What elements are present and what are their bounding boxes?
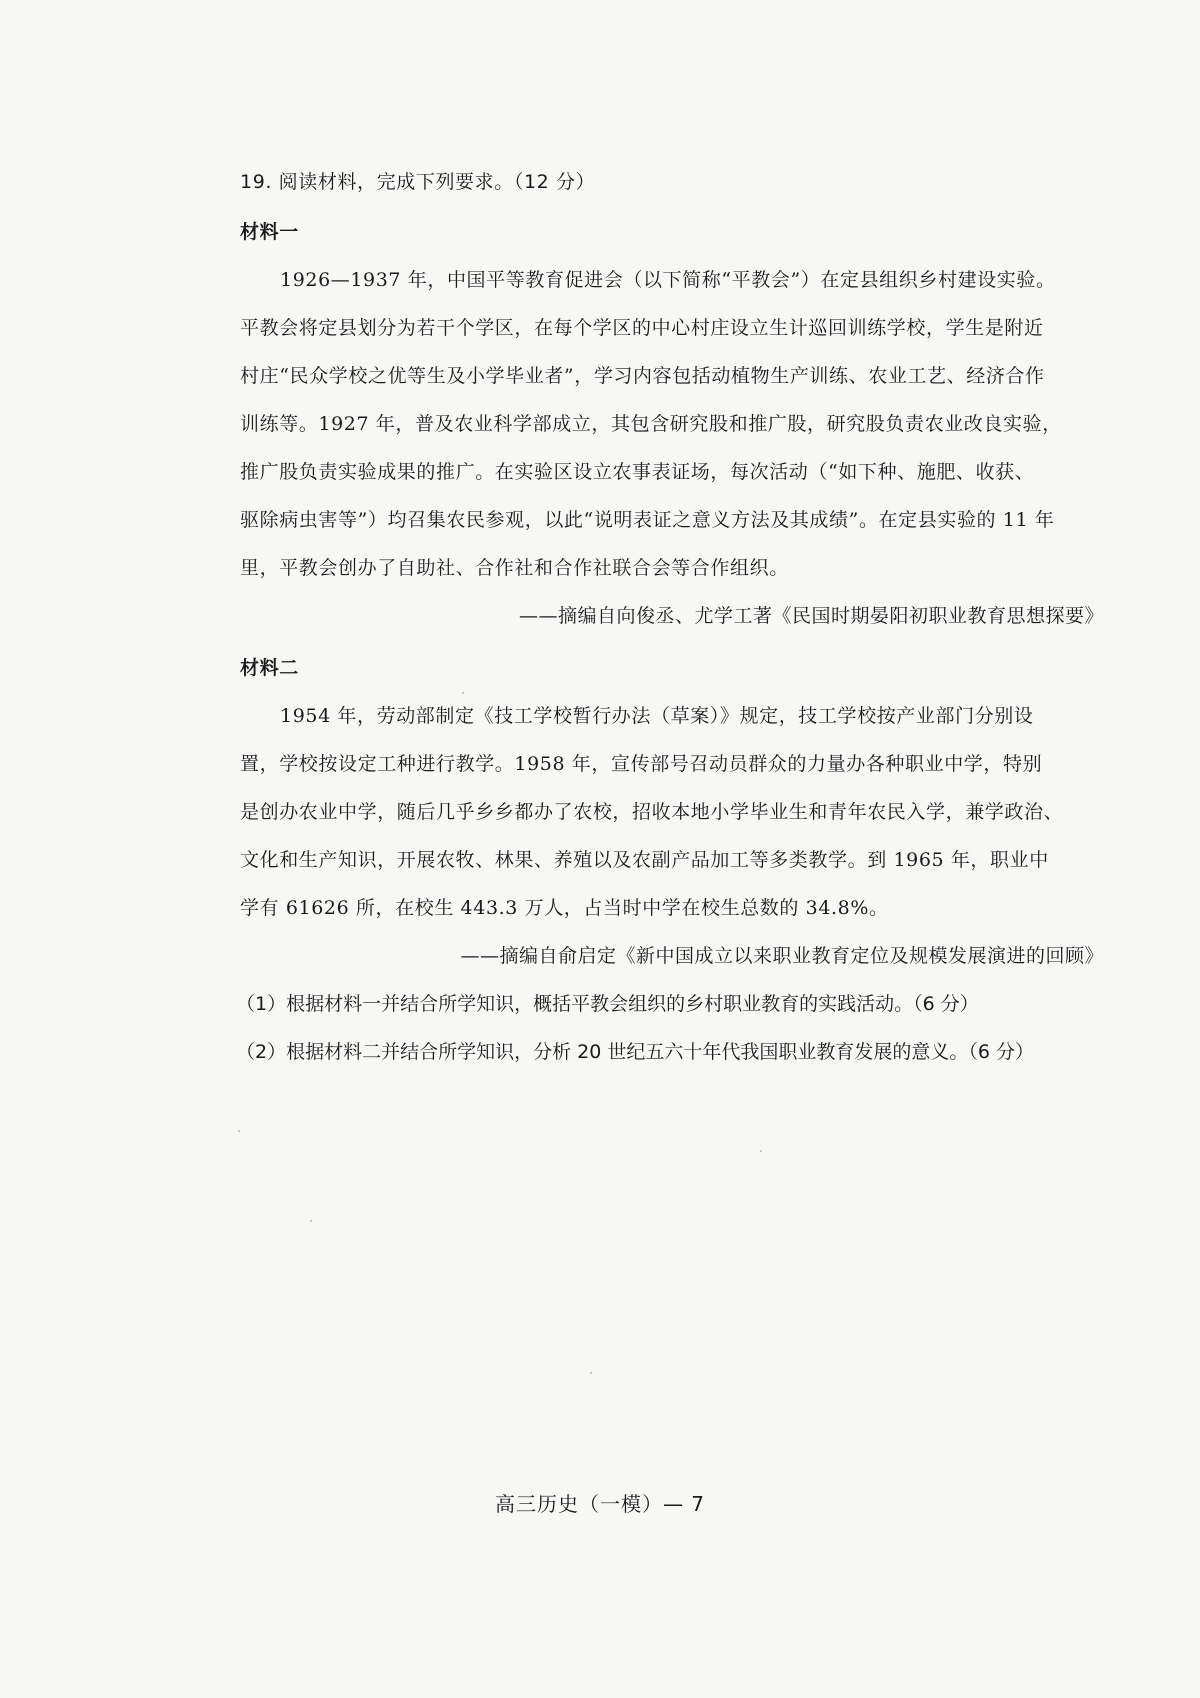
page-footer: 高三历史（一模）— 7 xyxy=(494,1492,706,1516)
material-1-line: 驱除病虫害等”）均召集农民参观，以此“说明表证之意义方法及其成绩”。在定县实验的 11 年 xyxy=(240,509,1055,531)
material-2-line: 置，学校按设定工种进行教学。1958 年，宣传部号召动员群众的力量办各种职业中学，特别 xyxy=(240,753,1043,775)
subquestion-1: （1）根据材料一并结合所学知识，概括平教会组织的乡村职业教育的实践活动。（6 分） xyxy=(236,993,979,1015)
material-2-line: 是创办农业中学，随后几乎乡乡都办了农校，招收本地小学毕业生和青年农民入学，兼学政治、 xyxy=(240,801,1064,823)
material-1-line: 推广股负责实验成果的推广。在实验区设立农事表证场，每次活动（“如下种、施肥、收获、 xyxy=(240,461,1035,483)
material-1-line: 平教会将定县划分为若干个学区，在每个学区的中心村庄设立生计巡回训练学校，学生是附近 xyxy=(240,317,1044,339)
scan-speck xyxy=(238,1130,240,1132)
material-2-line: 1954 年，劳动部制定《技工学校暂行办法（草案）》规定，技工学校按产业部门分别设 xyxy=(280,705,1034,727)
scan-speck xyxy=(760,1150,762,1152)
subquestion-2: （2）根据材料二并结合所学知识，分析 20 世纪五六十年代我国职业教育发展的意义。（6 分） xyxy=(236,1041,1034,1063)
material-2-line: 文化和生产知识，开展农牧、林果、养殖以及农副产品加工等多类教学。到 1965 年，职业中 xyxy=(240,849,1049,871)
material-2-source: ——摘编自俞启定《新中国成立以来职业教育定位及规模发展演进的回顾》 xyxy=(460,945,1104,967)
scan-speck xyxy=(590,1372,592,1374)
material-1-heading: 材料一 xyxy=(240,221,299,243)
question-title: 19. 阅读材料，完成下列要求。（12 分） xyxy=(240,171,596,193)
material-2-heading: 材料二 xyxy=(240,657,299,679)
scan-speck xyxy=(462,692,464,694)
material-1-line: 训练等。1927 年，普及农业科学部成立，其包含研究股和推广股，研究股负责农业改良实验， xyxy=(240,413,1062,435)
material-1-line: 1926—1937 年，中国平等教育促进会（以下简称“平教会”）在定县组织乡村建设实验。 xyxy=(280,269,1056,291)
scan-speck xyxy=(310,1220,312,1222)
material-1-line: 村庄“民众学校之优等生及小学毕业者”，学习内容包括动植物生产训练、农业工艺、经济合作 xyxy=(240,365,1045,387)
material-1-line: 里，平教会创办了自助社、合作社和合作社联合会等合作组织。 xyxy=(240,557,789,579)
material-2-line: 学有 61626 所，在校生 443.3 万人，占当时中学在校生总数的 34.8%。 xyxy=(240,897,889,919)
material-1-source: ——摘编自向俊丞、尤学工著《民国时期晏阳初职业教育思想探要》 xyxy=(518,605,1104,627)
